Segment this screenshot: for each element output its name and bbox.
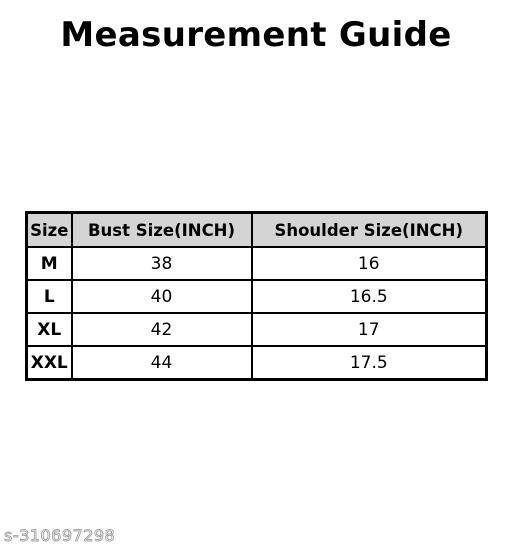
page-title: Measurement Guide (60, 15, 452, 55)
size-cell: XL (27, 313, 72, 346)
bust-cell: 40 (72, 280, 252, 313)
measurement-table (25, 211, 488, 381)
column-header-shoulder: Shoulder Size(INCH) (252, 213, 487, 248)
size-cell: L (27, 280, 72, 313)
bust-cell: 42 (72, 313, 252, 346)
column-header-size: Size (27, 213, 72, 248)
shoulder-cell: 16.5 (252, 280, 487, 313)
table-row (27, 247, 487, 280)
table-row (27, 346, 487, 380)
watermark-text: s-310697298 (4, 526, 116, 545)
table-row (27, 280, 487, 313)
column-header-bust: Bust Size(INCH) (72, 213, 252, 248)
size-cell: M (27, 247, 72, 280)
bust-cell: 44 (72, 346, 252, 380)
table-row (27, 313, 487, 346)
size-cell: XXL (27, 346, 72, 380)
bust-cell: 38 (72, 247, 252, 280)
shoulder-cell: 16 (252, 247, 487, 280)
shoulder-cell: 17.5 (252, 346, 487, 380)
table-header-row (27, 213, 487, 248)
shoulder-cell: 17 (252, 313, 487, 346)
